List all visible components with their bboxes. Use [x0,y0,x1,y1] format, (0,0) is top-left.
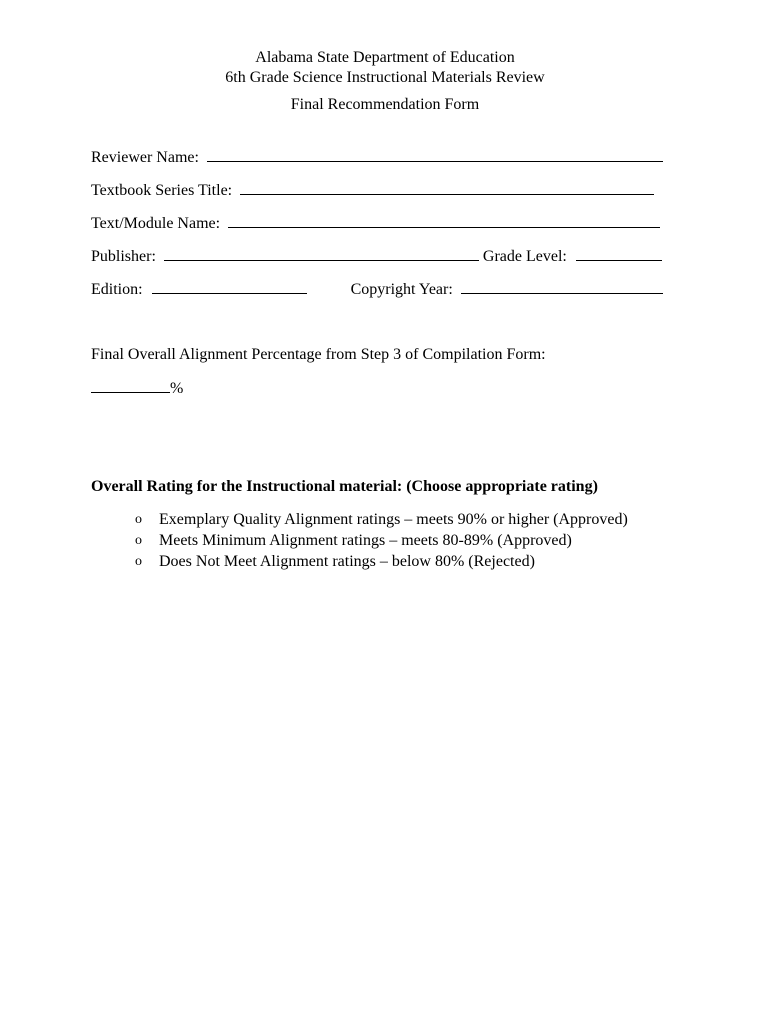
textbook-series-label: Textbook Series Title: [91,182,233,199]
review-title: 6th Grade Science Instructional Materials Review [225,69,545,86]
textbook-series-field[interactable] [240,180,654,195]
rating-option-label: Meets Minimum Alignment ratings – meets 80-89% (Approved) [159,532,572,549]
edition-label: Edition: [91,281,143,298]
hollow-bullet-icon: o [135,512,142,527]
form-title: Final Recommendation Form [290,96,480,113]
reviewer-name-field[interactable] [207,147,663,162]
rating-option-not-meet[interactable] [135,551,628,572]
percent-sign: % [170,380,184,397]
reviewer-name-row [91,147,663,168]
copyright-year-field[interactable] [461,279,663,294]
text-module-label: Text/Module Name: [91,215,221,232]
rating-options-list [135,509,628,572]
rating-option-label: Does Not Meet Alignment ratings – below 80% (Rejected) [159,553,535,570]
hollow-bullet-icon: o [135,554,142,569]
edition-row [91,279,663,300]
text-module-row [91,213,660,234]
textbook-series-row [91,180,654,201]
rating-option-minimum[interactable] [135,530,628,551]
alignment-percentage-row [91,378,183,399]
hollow-bullet-icon: o [135,533,142,548]
alignment-prompt: Final Overall Alignment Percentage from Step 3 of Compilation Form: [91,346,546,363]
grade-level-field[interactable] [576,246,662,261]
grade-level-label: Grade Level: [482,248,567,265]
text-module-field[interactable] [228,213,660,228]
rating-option-label: Exemplary Quality Alignment ratings – meets 90% or higher (Approved) [159,511,628,528]
publisher-field[interactable] [164,246,479,261]
publisher-label: Publisher: [91,248,156,265]
reviewer-name-label: Reviewer Name: [91,149,199,166]
rating-option-exemplary[interactable] [135,509,628,530]
department-title: Alabama State Department of Education [255,49,515,66]
publisher-row [91,246,662,267]
alignment-percentage-field[interactable] [91,378,170,393]
copyright-year-label: Copyright Year: [350,281,453,298]
overall-rating-heading: Overall Rating for the Instructional material: (Choose appropriate rating) [91,478,598,495]
edition-field[interactable] [152,279,307,294]
